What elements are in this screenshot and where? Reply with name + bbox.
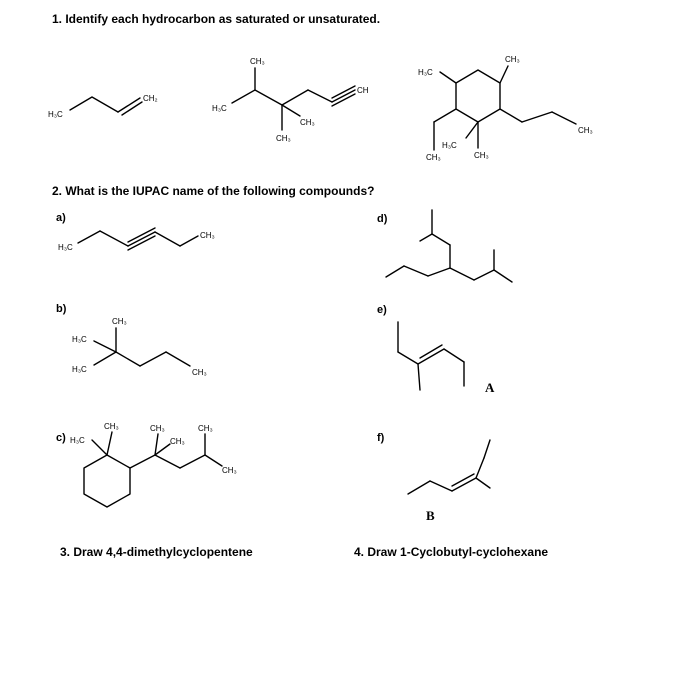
question-2: 2. What is the IUPAC name of the following compounds? [52,184,375,198]
part-b-label: b) [56,303,67,315]
atom-label: CH₃ [276,134,291,143]
atom-label: CH₃ [104,422,119,431]
atom-label: CH₃ [150,424,165,433]
atom-label: CH₂ [143,94,158,103]
atom-label: CH₃ [198,424,213,433]
atom-label: CH₃ [505,55,520,64]
q2a-structure [58,228,215,252]
q2c-structure [70,422,237,507]
atom-label: H₃C [48,110,63,119]
atom-label: CH₃ [426,153,441,162]
atom-label: H₃C [212,104,227,113]
atom-label: H₃C [58,243,73,252]
atom-label: CH₃ [200,231,215,240]
question-4: 4. Draw 1-Cyclobutyl-cyclohexane [354,545,549,559]
question-3: 3. Draw 4,4-dimethylcyclopentene [60,545,253,559]
atom-label: CH₃ [112,317,127,326]
part-c-label: c) [56,432,66,444]
q2f-structure [408,440,490,494]
q1-structure-butene [48,94,158,119]
structure-label-b: B [426,508,435,523]
atom-label: H₃C [72,365,87,374]
atom-label: CH [357,86,369,95]
atom-label: CH₃ [170,437,185,446]
atom-label: CH₃ [300,118,315,127]
q2d-structure [386,210,512,282]
atom-label: CH₃ [192,368,207,377]
q2b-structure [72,317,207,377]
part-d-label: d) [377,213,388,225]
atom-label: H₃C [70,436,85,445]
atom-label: CH₃ [222,466,237,475]
atom-label: H₃C [72,335,87,344]
structure-label-a: A [485,380,495,395]
part-a-label: a) [56,212,66,224]
atom-label: H₃C [418,68,433,77]
question-1: 1. Identify each hydrocarbon as saturated or unsaturated. [52,12,381,26]
atom-label: CH₃ [578,126,593,135]
q2e-structure [398,322,464,390]
q1-structure-alkyne [212,57,369,143]
q1-structure-cyclohexane [418,55,593,162]
part-f-label: f) [377,432,385,444]
atom-label: CH₃ [250,57,265,66]
atom-label: CH₃ [474,151,489,160]
part-e-label: e) [377,304,387,316]
atom-label: H₃C [442,141,457,150]
